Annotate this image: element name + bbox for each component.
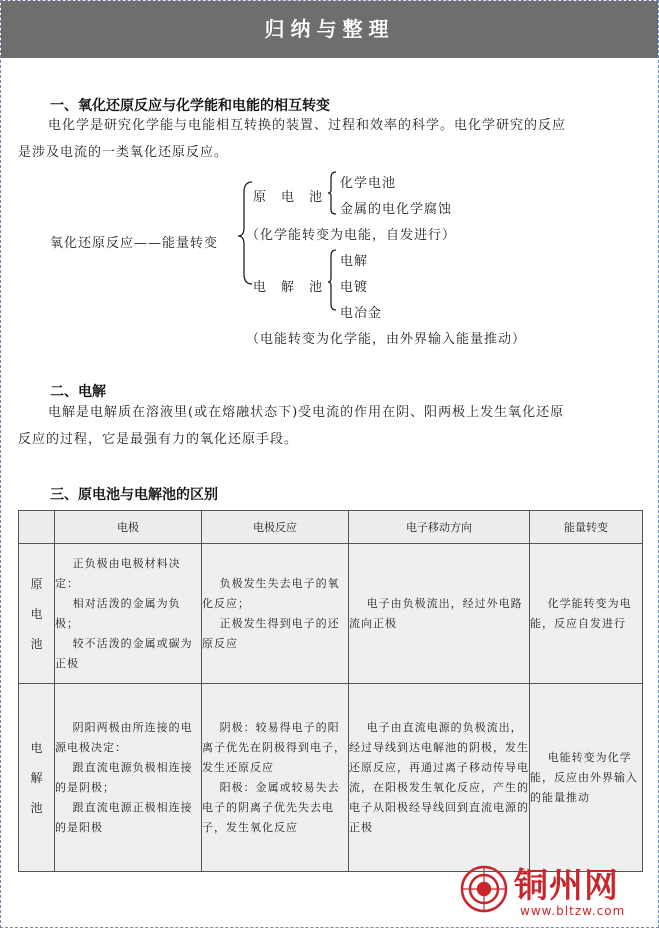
diagram-root: 氧化还原反应——能量转变 (50, 236, 219, 251)
electrolytic-energy-cell: 电能转变为化学能，反应由外界输入的能量推动 (530, 684, 643, 872)
galvanic-note: （化学能转变为电能，自发进行） (246, 228, 457, 243)
electrolytic-reaction-cell: 阴极：较易得电子的阳离子优先在阴极得到电子，发生还原反应 阳极：金属或较易失去电子的阴离子优先失去电子，发生氧化反应 (202, 684, 349, 872)
table-header-corner (19, 511, 55, 544)
table-header-electron-flow: 电子移动方向 (349, 511, 530, 544)
page-title: 归纳与整理 (264, 17, 395, 41)
table-row (19, 544, 643, 684)
table-row (19, 684, 643, 872)
galvanic-item-1: 化学电池 (340, 176, 397, 191)
watermark-url[interactable]: www.bltzw.com (520, 904, 626, 918)
row-label-electrolytic: 电 解 池 (19, 684, 55, 872)
row-label-galvanic: 原 电 池 (19, 544, 55, 684)
galvanic-electrode-cell: 正负极由电极材料决定： 相对活泼的金属为负极； 较不活泼的金属或碳为正极 (55, 544, 202, 684)
section3-heading: 三、原电池与电解池的区别 (50, 487, 218, 503)
section1-para-line1: 电化学是研究化学能与电能相互转换的装置、过程和效率的科学。电化学研究的反应 (48, 118, 567, 133)
electrolytic-item-2: 电镀 (340, 280, 369, 295)
watermark-logo-text: 铜州网 (514, 866, 619, 906)
section2-para-line2: 反应的过程，它是最强有力的氧化还原手段。 (18, 432, 299, 447)
electrolytic-electrode-cell: 阴阳两极由所连接的电源电极决定： 跟直流电源负极相连接的是阴极； 跟直流电源正极相连接的是阳极 (55, 684, 202, 872)
galvanic-energy-cell: 化学能转变为电能，反应自发进行 (530, 544, 643, 684)
electrolytic-electron-flow-cell: 电子由直流电源的负极流出，经过导线到达电解池的阴极，发生还原反应，再通过离子移动传导电流，在阳极发生氧化反应，产生的电子从阳极经导线回到直流电源的正极 (349, 684, 530, 872)
section1-para-line2: 是涉及电流的一类氧化还原反应。 (18, 145, 229, 160)
electrolytic-item-1: 电解 (340, 254, 369, 269)
section2-heading: 二、电解 (50, 384, 106, 400)
section2-paragraph (18, 399, 648, 453)
table-header-reaction: 电极反应 (202, 511, 349, 544)
galvanic-reaction-cell: 负极发生失去电子的氧化反应； 正极发生得到电子的还原反应 (202, 544, 349, 684)
galvanic-label: 原 电 池 (253, 190, 324, 205)
galvanic-item-2: 金属的电化学腐蚀 (340, 202, 453, 217)
electrolytic-label: 电 解 池 (253, 280, 324, 295)
table-header-electrode: 电极 (55, 511, 202, 544)
section2-para-line1: 电解是电解质在溶液里(或在熔融状态下)受电流的作用在阴、阳两极上发生氧化还原 (48, 405, 565, 420)
comparison-table (18, 510, 643, 872)
electrolytic-item-3: 电冶金 (340, 306, 383, 321)
galvanic-electron-flow-cell: 电子由负极流出，经过外电路流向正极 (349, 544, 530, 684)
section1-heading: 一、氧化还原反应与化学能和电能的相互转变 (50, 98, 330, 114)
table-header-row (19, 511, 643, 544)
table-header-energy: 能量转变 (530, 511, 643, 544)
electrolytic-note: （电能转变为化学能，由外界输入能量推动） (246, 332, 527, 347)
